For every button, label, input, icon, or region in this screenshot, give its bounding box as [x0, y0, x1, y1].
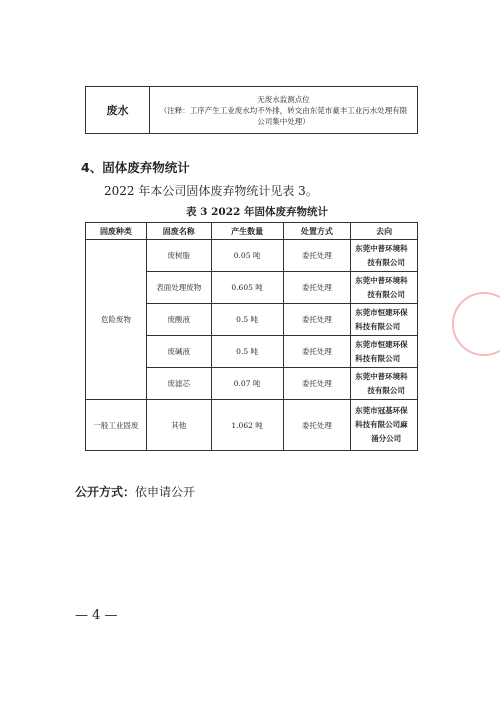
- cell-amount: 0.05 吨: [211, 240, 283, 272]
- cell-destination: [351, 304, 418, 336]
- cell-method: 委托处理: [283, 272, 351, 304]
- dest-line: 东莞中普环境科: [355, 243, 408, 253]
- wastewater-label: 废水: [86, 87, 150, 134]
- page-number: — 4 —: [75, 608, 118, 623]
- wastewater-line-1: 无废水监测点位: [257, 94, 310, 104]
- cell-destination: [351, 272, 418, 304]
- wastewater-line-3: 公司集中处理）: [257, 116, 310, 126]
- dest-line: 东莞市恒建环保: [355, 339, 408, 349]
- dest-line: 科技有限公司麻: [355, 420, 408, 429]
- cell-name: 废碱液: [146, 336, 211, 368]
- cell-amount: 1.062 吨: [211, 400, 283, 451]
- wastewater-table: [85, 86, 418, 134]
- disclosure-label: 公开方式：: [75, 485, 136, 499]
- header-category: 固废种类: [86, 223, 147, 240]
- cell-name: 其他: [146, 400, 211, 451]
- intro-paragraph: 2022 年本公司固体废弃物统计见表 3。: [104, 184, 318, 198]
- cell-amount: 0.5 吨: [211, 304, 283, 336]
- header-name: 固废名称: [146, 223, 211, 240]
- header-method: 处置方式: [283, 223, 351, 240]
- cell-destination: [351, 336, 418, 368]
- wastewater-line-2: （注释：工序产生工业废水均不外排，转交由东莞市豪丰工业污水处理有限: [159, 105, 408, 115]
- wastewater-content: [150, 87, 418, 134]
- cell-name: 废酸液: [146, 304, 211, 336]
- disclosure-value: 依申请公开: [135, 485, 196, 499]
- category-general: 一般工业固废: [86, 400, 147, 451]
- cell-method: 委托处理: [283, 240, 351, 272]
- table-header-row: [86, 223, 418, 240]
- dest-line: 科技有限公司: [355, 321, 401, 331]
- cell-destination: [351, 368, 418, 400]
- dest-line: 东莞市恒建环保: [355, 307, 408, 317]
- section-heading: 4、固体废弃物统计: [81, 160, 190, 175]
- dest-line: 东莞中普环境科: [355, 275, 408, 285]
- cell-amount: 0.5 吨: [211, 336, 283, 368]
- table-row: [86, 400, 418, 451]
- table-row: [86, 240, 418, 272]
- cell-destination: [351, 240, 418, 272]
- dest-line: 东莞市冠基环保: [355, 406, 408, 415]
- seal-stamp: [452, 292, 500, 356]
- dest-line: 东莞中普环境科: [355, 371, 408, 381]
- cell-method: 委托处理: [283, 368, 351, 400]
- cell-name: 废滤芯: [146, 368, 211, 400]
- cell-name: 表面处理废物: [146, 272, 211, 304]
- dest-line: 技有限公司: [367, 385, 405, 395]
- dest-line: 涌分公司: [371, 434, 402, 443]
- cell-amount: 0.605 吨: [211, 272, 283, 304]
- dest-line: 科技有限公司: [355, 353, 401, 363]
- table-caption: 表 3 2022 年固体废弃物统计: [186, 206, 328, 218]
- dest-line: 技有限公司: [367, 257, 405, 267]
- solid-waste-table: [85, 222, 418, 451]
- cell-name: 废树脂: [146, 240, 211, 272]
- cell-method: 委托处理: [283, 304, 351, 336]
- header-destination: 去向: [351, 223, 418, 240]
- category-hazardous: 危险废物: [86, 240, 147, 400]
- cell-destination: [351, 400, 418, 451]
- cell-amount: 0.07 吨: [211, 368, 283, 400]
- cell-method: 委托处理: [283, 336, 351, 368]
- header-amount: 产生数量: [211, 223, 283, 240]
- disclosure-method: [75, 483, 195, 500]
- cell-method: 委托处理: [283, 400, 351, 451]
- dest-line: 技有限公司: [367, 289, 405, 299]
